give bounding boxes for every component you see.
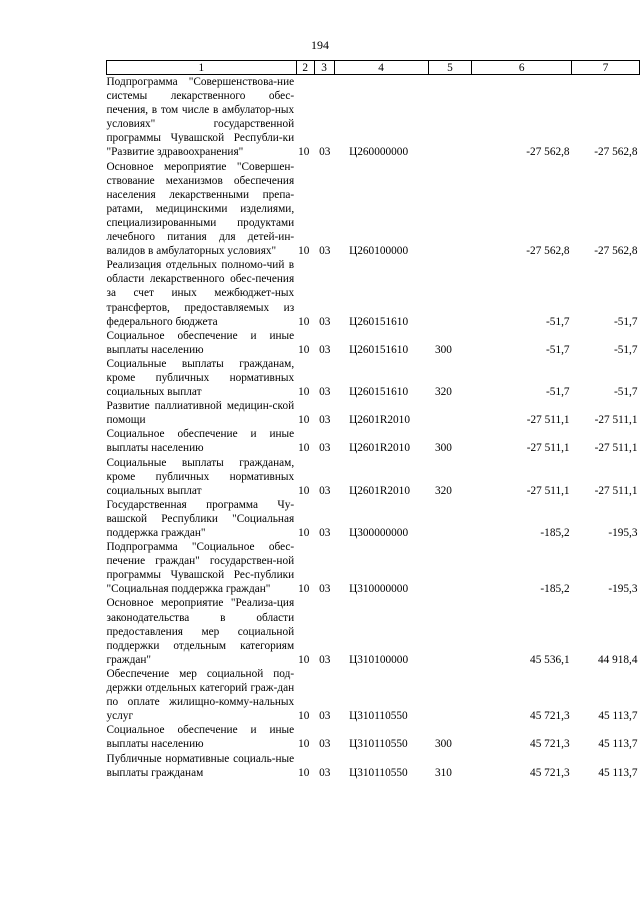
table-row	[107, 540, 640, 596]
row-vr-cell	[428, 540, 472, 596]
row-rz-cell: 10	[298, 315, 310, 328]
row-rz-cell: 10	[298, 386, 310, 399]
row-sum-2020-cell: 45 721,3	[530, 738, 570, 751]
row-csr-cell: Ц310110550	[349, 738, 408, 751]
row-name-cell: Подпрограмма "Совершенствова-ние системы лекарственного обес-печения, в том числе в амбулатор-ных условиях" государственной программы Чувашской Республи-ки "Развитие здравоохранения"	[106, 76, 295, 159]
row-sum-2020-cell: -51,7	[546, 343, 570, 356]
row-sum-2021-cell: 45 113,7	[598, 738, 638, 751]
row-sum-2021-cell: -27 511,1	[594, 442, 638, 455]
row-sum-2020-cell: -27 511,1	[526, 414, 570, 427]
table-row	[107, 596, 640, 666]
row-sum-2020-cell: -185,2	[540, 527, 570, 539]
row-csr-cell: Ц300000000	[349, 527, 409, 539]
row-csr-cell: Ц260151610	[349, 343, 409, 356]
row-pr-cell: 03	[319, 710, 331, 723]
row-rz-cell: 10	[298, 146, 310, 159]
row-sum-2021-cell: 45 113,7	[598, 766, 638, 779]
row-pr-cell: 03	[319, 527, 331, 539]
row-sum-2020-cell: -51,7	[546, 315, 570, 328]
row-rz-cell: 10	[298, 710, 310, 723]
table-row	[107, 75, 640, 160]
row-pr-cell: 03	[319, 583, 331, 596]
row-vr-cell: 320	[435, 386, 452, 399]
row-rz-cell: 10	[298, 484, 310, 497]
row-sum-2021-cell: -27 562,8	[594, 245, 638, 258]
row-vr-cell: 320	[435, 484, 452, 497]
row-rz-cell: 10	[298, 245, 310, 258]
row-pr-cell: 03	[319, 245, 331, 258]
row-sum-2021-cell: 44 918,4	[597, 653, 638, 666]
table-header-row	[107, 61, 640, 75]
page-number: 194	[311, 38, 329, 52]
table-row	[107, 427, 640, 455]
row-rz-cell: 10	[298, 738, 310, 751]
row-vr-cell: 300	[435, 442, 452, 455]
header-col-6: 6	[472, 61, 572, 75]
row-name-cell: Реализация отдельных полномо-чий в области лекарственного обес-печения за счет иных межбюджет-ных трансфертов, предоставляемых из федерального бюджета	[106, 259, 295, 328]
row-sum-2020-cell: -27 511,1	[526, 484, 570, 497]
header-col-7: 7	[572, 61, 640, 75]
header-col-1: 1	[107, 61, 297, 75]
row-vr-cell	[428, 498, 472, 540]
row-vr-cell	[428, 399, 472, 427]
row-pr-cell: 03	[319, 386, 331, 399]
table-row	[107, 160, 640, 259]
row-sum-2020-cell: -185,2	[540, 583, 570, 596]
row-pr-cell: 03	[319, 484, 331, 497]
row-csr-cell: Ц310110550	[349, 710, 408, 723]
row-name-cell: Обеспечение мер социальной под-держки отдельных категорий граж-дан по оплате жилищно-комму-нальных услуг	[106, 667, 295, 723]
header-col-3: 3	[314, 61, 334, 75]
row-name-cell: Основное мероприятие "Совершен-ствование механизмов обеспечения населения лекарственными препа-ратами, медицинскими изделиями, специализированными продуктами лечебного питания для детей-ин-валидов в амбулаторных условиях"	[106, 160, 295, 258]
row-sum-2021-cell: -27 562,8	[594, 146, 638, 159]
row-csr-cell: Ц260100000	[349, 245, 409, 258]
row-vr-cell: 300	[435, 343, 452, 356]
row-sum-2021-cell: -195,3	[608, 583, 638, 596]
table-row	[107, 258, 640, 328]
row-pr-cell: 03	[319, 442, 331, 455]
table-row	[107, 357, 640, 399]
row-name-cell: Публичные нормативные социаль-ные выплаты гражданам	[106, 752, 295, 779]
row-pr-cell: 03	[319, 343, 331, 356]
row-name-cell: Социальное обеспечение и иные выплаты населению	[106, 428, 295, 455]
row-csr-cell: Ц310100000	[349, 653, 409, 666]
header-col-5: 5	[428, 61, 472, 75]
row-sum-2021-cell: -51,7	[613, 315, 638, 328]
table-row	[107, 667, 640, 723]
row-vr-cell: 310	[435, 766, 452, 779]
row-pr-cell: 03	[319, 146, 331, 159]
row-name-cell: Подпрограмма "Социальное обес-печение граждан" государствен-ной программы Чувашской Рес-публики "Социальная поддержка граждан"	[106, 541, 295, 596]
row-rz-cell: 10	[298, 583, 310, 596]
row-name-cell: Социальное обеспечение и иные выплаты населению	[106, 724, 295, 751]
row-sum-2020-cell: -51,7	[546, 386, 570, 399]
row-rz-cell: 10	[298, 442, 310, 455]
row-sum-2020-cell: 45 721,3	[530, 766, 570, 779]
row-csr-cell: Ц310110550	[349, 766, 408, 779]
row-sum-2020-cell: 45 536,1	[530, 653, 570, 666]
row-sum-2021-cell: -195,3	[608, 527, 638, 539]
header-col-4: 4	[334, 61, 428, 75]
table-row	[107, 329, 640, 357]
row-pr-cell: 03	[319, 315, 331, 328]
row-sum-2021-cell: -51,7	[613, 343, 638, 356]
row-pr-cell: 03	[319, 653, 331, 666]
row-csr-cell: Ц2601R2010	[349, 484, 410, 497]
row-name-cell: Социальные выплаты гражданам, кроме публичных нормативных социальных выплат	[106, 456, 295, 497]
row-name-cell: Развитие паллиативной медицин-ской помощи	[106, 400, 295, 427]
row-rz-cell: 10	[298, 343, 310, 356]
row-vr-cell	[428, 667, 472, 723]
row-sum-2021-cell: 45 113,7	[598, 710, 638, 723]
budget-table	[106, 60, 640, 780]
row-name-cell: Основное мероприятие "Реализа-ция законодательства в области предоставления мер социальной поддержки отдельным категориям граждан"	[106, 597, 295, 666]
row-csr-cell: Ц260000000	[349, 146, 409, 159]
row-csr-cell: Ц2601R2010	[349, 414, 410, 427]
row-name-cell: Социальные выплаты гражданам, кроме публичных нормативных социальных выплат	[106, 357, 295, 399]
row-vr-cell	[428, 75, 472, 160]
table-row	[107, 498, 640, 540]
row-name-cell: Социальное обеспечение и иные выплаты населению	[106, 329, 295, 356]
row-pr-cell: 03	[319, 766, 331, 779]
row-vr-cell	[428, 596, 472, 666]
table-row	[107, 723, 640, 751]
table-row	[107, 752, 640, 780]
row-csr-cell: Ц310000000	[349, 583, 409, 596]
row-rz-cell: 10	[298, 653, 310, 666]
row-sum-2020-cell: -27 511,1	[526, 442, 570, 455]
row-sum-2020-cell: -27 562,8	[526, 146, 570, 159]
row-rz-cell: 10	[298, 527, 310, 539]
row-sum-2021-cell: -51,7	[613, 386, 638, 399]
header-col-2: 2	[296, 61, 314, 75]
table-row	[107, 399, 640, 427]
row-sum-2021-cell: -27 511,1	[594, 414, 638, 427]
row-vr-cell	[428, 258, 472, 328]
row-sum-2021-cell: -27 511,1	[594, 484, 638, 497]
row-csr-cell: Ц260151610	[349, 315, 409, 328]
row-vr-cell: 300	[435, 738, 452, 751]
row-csr-cell: Ц260151610	[349, 386, 409, 399]
row-name-cell: Государственная программа Чу-вашской Республики "Социальная поддержка граждан"	[106, 498, 295, 539]
row-vr-cell	[428, 160, 472, 259]
row-pr-cell: 03	[319, 414, 331, 427]
row-sum-2020-cell: -27 562,8	[526, 245, 570, 258]
table-body	[107, 75, 640, 780]
row-rz-cell: 10	[298, 766, 310, 779]
row-pr-cell: 03	[319, 738, 331, 751]
table-row	[107, 456, 640, 498]
row-rz-cell: 10	[298, 414, 310, 427]
row-sum-2020-cell: 45 721,3	[530, 710, 570, 723]
row-csr-cell: Ц2601R2010	[349, 442, 410, 455]
